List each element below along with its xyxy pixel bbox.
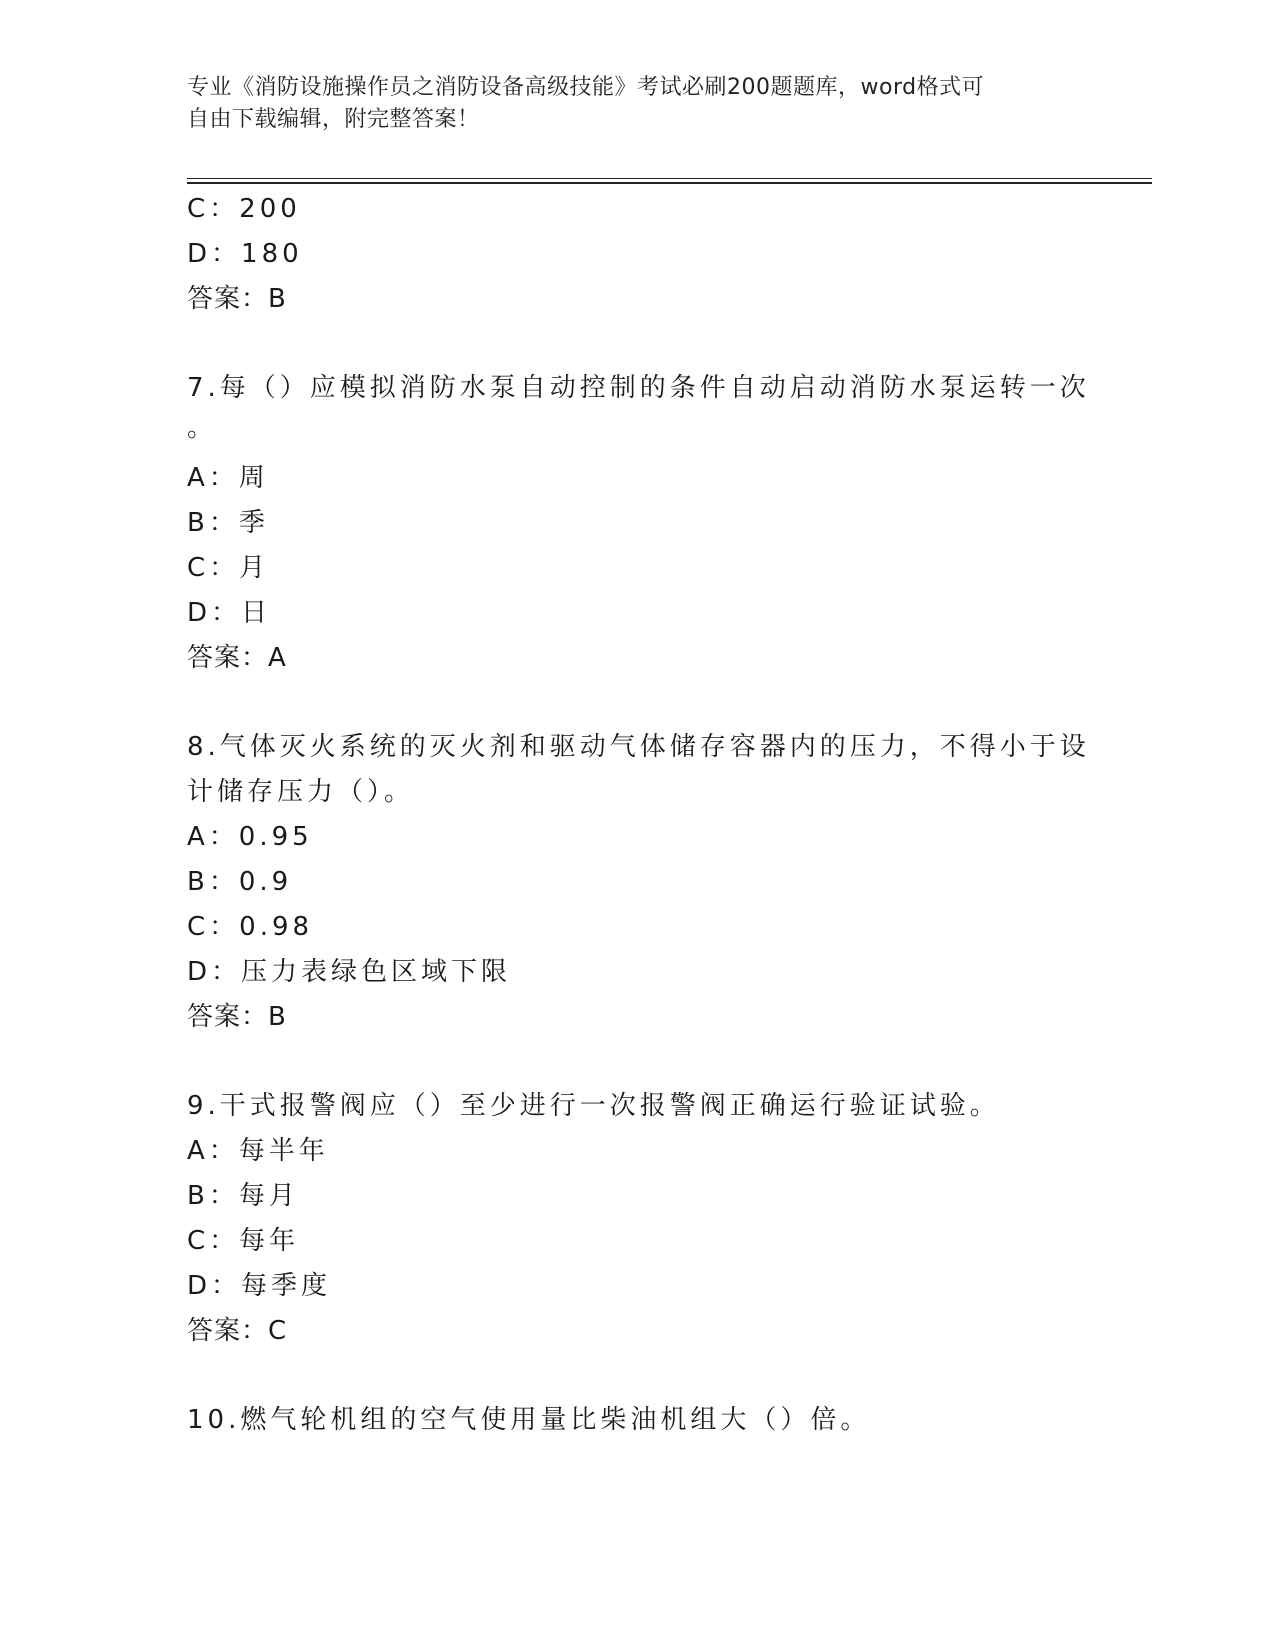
q7-option-b: B：季 xyxy=(187,508,269,538)
q7-option-a: A：周 xyxy=(187,463,269,493)
q8-stem-line-2: 计储存压力（）。 xyxy=(187,777,415,807)
q9-option-a: A：每半年 xyxy=(187,1136,329,1166)
header-divider-thick xyxy=(187,182,1152,184)
q8-option-d: D：压力表绿色区域下限 xyxy=(187,957,512,987)
q7-option-d: D：日 xyxy=(187,598,272,628)
q8-option-a: A：0.95 xyxy=(187,822,313,852)
q7-option-c: C：月 xyxy=(187,553,270,583)
prev-option-d: D：180 xyxy=(187,239,303,269)
q8-option-b: B：0.9 xyxy=(187,867,293,897)
header-line-2: 自由下载编辑，附完整答案！ xyxy=(187,107,480,132)
q9-answer: 答案：C xyxy=(187,1316,288,1346)
q8-stem-line-1: 8.气体灭火系统的灭火剂和驱动气体储存容器内的压力，不得小于设 xyxy=(187,732,1090,762)
q9-stem-line-1: 9.干式报警阀应（）至少进行一次报警阀正确运行验证试验。 xyxy=(187,1091,1000,1121)
q9-option-d: D：每季度 xyxy=(187,1271,332,1301)
prev-option-c: C：200 xyxy=(187,194,301,224)
header-divider-thin xyxy=(187,178,1152,179)
q7-stem-line-2: 。 xyxy=(187,413,218,443)
q7-stem-line-1: 7.每（）应模拟消防水泵自动控制的条件自动启动消防水泵运转一次 xyxy=(187,373,1090,403)
q7-answer: 答案：A xyxy=(187,643,287,673)
prev-answer: 答案：B xyxy=(187,284,287,314)
q10-stem-line-1: 10.燃气轮机组的空气使用量比柴油机组大（）倍。 xyxy=(187,1405,871,1435)
q9-option-c: C：每年 xyxy=(187,1226,300,1256)
q8-answer: 答案：B xyxy=(187,1002,287,1032)
q9-option-b: B：每月 xyxy=(187,1181,299,1211)
q8-option-c: C：0.98 xyxy=(187,912,314,942)
document-header xyxy=(187,72,1067,136)
header-line-1: 专业《消防设施操作员之消防设备高级技能》考试必刷200题题库，word格式可 xyxy=(187,75,985,100)
